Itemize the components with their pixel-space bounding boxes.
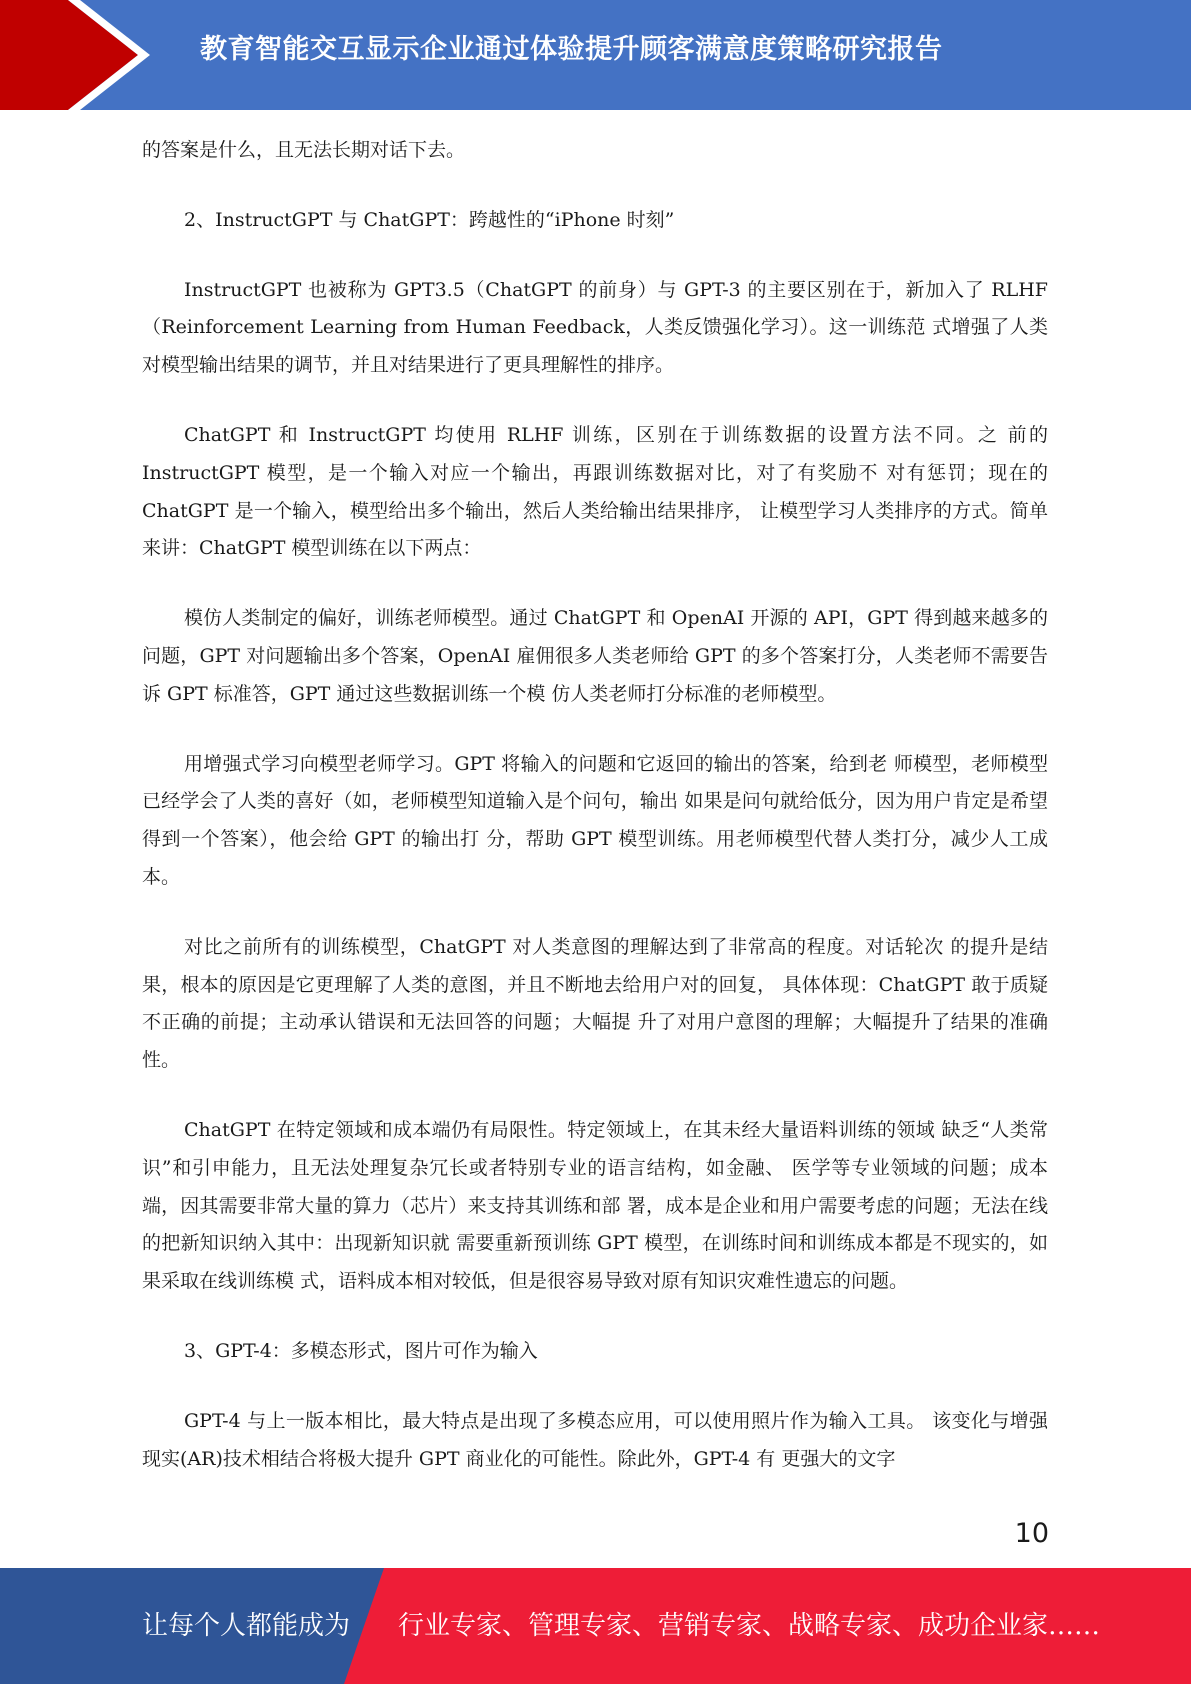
header-title: 教育智能交互显示企业通过体验提升顾客满意度策略研究报告 xyxy=(200,34,943,65)
paragraph-reinforcement-learning: 用增强式学习向模型老师学习。GPT 将输入的问题和它返回的输出的答案，给到老 师模型，老师模型已经学会了人类的喜好（如，老师模型知道输入是个问句，输出 如果是问句就给低分，因为用户肯定是希望得到一个答案），他会给 GPT 的输出打 分，帮助 GPT 模型训练。用老师模型代替人类打分，减少人工成本。 xyxy=(142,752,1048,888)
section-heading-instructgpt: 2、InstructGPT 与 ChatGPT：跨越性的“iPhone 时刻” xyxy=(184,208,675,231)
page-header xyxy=(0,0,1191,110)
paragraph-continuation: 的答案是什么，且无法长期对话下去。 xyxy=(142,139,466,161)
page-number: 10 xyxy=(1014,1518,1049,1549)
footer-slogan-right: 行业专家、管理专家、营销专家、战略专家、成功企业家…… xyxy=(398,1611,1101,1641)
page-footer xyxy=(0,1568,1191,1684)
paragraph-rlhf-training: ChatGPT 和 InstructGPT 均使用 RLHF 训练，区别在于训练数据的设置方法不同。之 前的 InstructGPT 模型，是一个输入对应一个输出，再跟训练数据对比，对了有奖励不 对有惩罚；现在的 ChatGPT 是一个输入，模型给出多个输出，然后人类给输出结果排序， 让模型学习人类排序的方式。简单来讲：ChatGPT 模型训练在以下两点： xyxy=(142,423,1048,560)
paragraph-instructgpt: InstructGPT 也被称为 GPT3.5（ChatGPT 的前身）与 GPT-3 的主要区别在于，新加入了 RLHF（Reinforcement Learning from Human Feedback，人类反馈强化学习）。这一训练范 式增强了人类对模型输出结果的调节，并且对结果进行了更具理解性的排序。 xyxy=(142,278,1048,377)
paragraph-intent-understanding: 对比之前所有的训练模型，ChatGPT 对人类意图的理解达到了非常高的程度。对话轮次 的提升是结果，根本的原因是它更理解了人类的意图，并且不断地去给用户对的回复， 具体体现：ChatGPT 敢于质疑不正确的前提；主动承认错误和无法回答的问题；大幅提 升了对用户意图的理解；大幅提升了结果的准确性。 xyxy=(142,935,1048,1072)
paragraph-gpt4: GPT-4 与上一版本相比，最大特点是出现了多模态应用，可以使用照片作为输入工具。 该变化与增强现实(AR)技术相结合将极大提升 GPT 商业化的可能性。除此外，GPT-4 有 更强大的文字 xyxy=(142,1409,1048,1470)
section-heading-gpt4: 3、GPT-4：多模态形式，图片可作为输入 xyxy=(184,1339,538,1362)
paragraph-teacher-model: 模仿人类制定的偏好，训练老师模型。通过 ChatGPT 和 OpenAI 开源的 API，GPT 得到越来越多的问题，GPT 对问题输出多个答案，OpenAI 雇佣很多人类老师给 GPT 的多个答案打分，人类老师不需要告诉 GPT 标准答，GPT 通过这些数据训练一个模 仿人类老师打分标准的老师模型。 xyxy=(142,607,1048,705)
footer-slogan-left: 让每个人都能成为 xyxy=(142,1611,351,1641)
header-arrow-decoration xyxy=(0,0,160,110)
document-body xyxy=(142,132,1048,1478)
paragraph-limitations: ChatGPT 在特定领域和成本端仍有局限性。特定领域上，在其未经大量语料训练的领域 缺乏“人类常识”和引申能力，且无法处理复杂冗长或者特别专业的语言结构，如金融、 医学等专业领域的问题；成本端，因其需要非常大量的算力（芯片）来支持其训练和部 署，成本是企业和用户需要考虑的问题；无法在线的把新知识纳入其中：出现新知识就 需要重新预训练 GPT 模型，在训练时间和训练成本都是不现实的，如果采取在线训练模 式，语料成本相对较低，但是很容易导致对原有知识灾难性遗忘的问题。 xyxy=(142,1118,1048,1293)
